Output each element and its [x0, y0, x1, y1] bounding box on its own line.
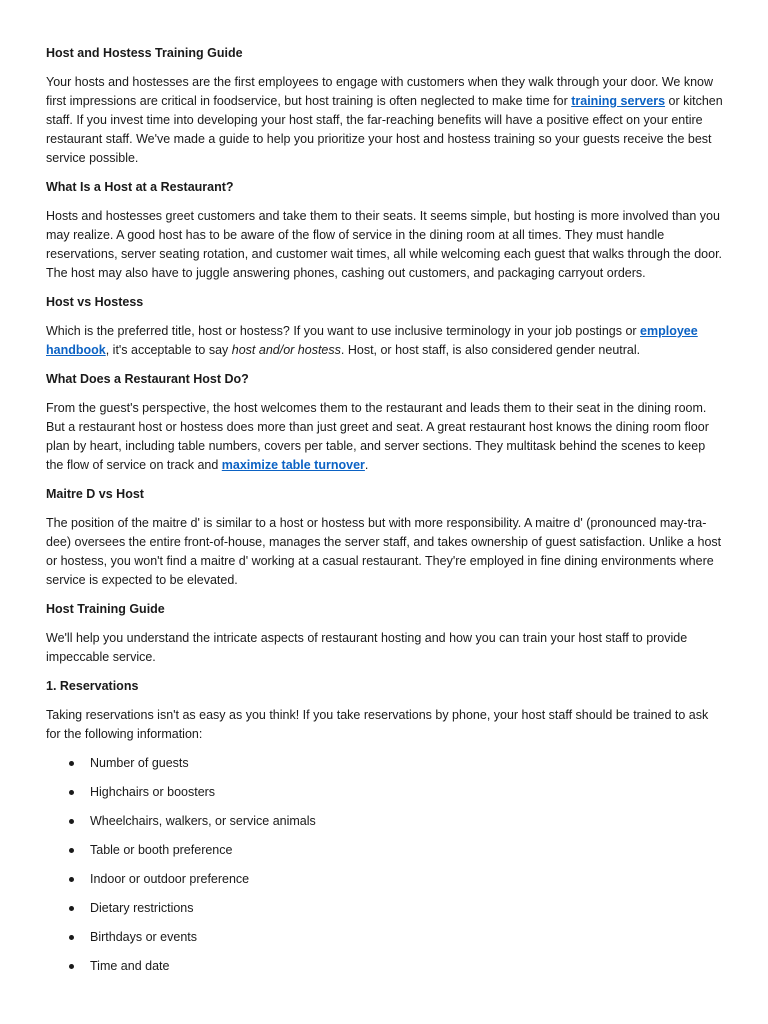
- section-body-what-is-host: Hosts and hostesses greet customers and take them to their seats. It seems simple, but hosting is more involved than you may realize. A good host has to be aware of the flow of service in the dining room at all times. They must handle reservations, server seating rotation, and customer wait times, all while welcoming each guest that walks through the door. The host may also have to juggle answering phones, cashing out customers, and packaging carryout orders.: [46, 209, 723, 280]
- list-item-label: Birthdays or events: [90, 930, 197, 944]
- section-heading-what-host-does: What Does a Restaurant Host Do?: [46, 372, 249, 386]
- list-item: [46, 957, 724, 976]
- list-item-label: Time and date: [90, 959, 170, 973]
- section-body-reservations: Taking reservations isn't as easy as you think! If you take reservations by phone, your host staff should be trained to ask for the following information:: [46, 708, 709, 741]
- host-vs-hostess-emphasis: host and/or hostess: [231, 343, 341, 357]
- employee-handbook-link[interactable]: employee handbook: [46, 324, 698, 357]
- bullet-icon: [69, 964, 74, 969]
- section-body-maitre-d: The position of the maitre d' is similar to a host or hostess but with more responsibility. A maitre d' (pronounced may-tra-dee) oversees the entire front-of-house, manages the server staff, and takes ownership of guest satisfaction. Unlike a host or hostess, you won't find a maitre d' working at a casual restaurant. They're employed in fine dining environments where service is expected to be elevated.: [46, 516, 722, 587]
- bullet-icon: [69, 935, 74, 940]
- list-item: [46, 783, 724, 802]
- intro-text-1: Your hosts and hostesses are the first employees to engage with customers when they walk through your door. We know first impressions are critical in foodservice, but host training is often neglected to make time for: [46, 75, 714, 108]
- section-body-host-vs-hostess: [46, 322, 724, 360]
- host-vs-hostess-text-1: Which is the preferred title, host or hostess? If you want to use inclusive terminology in your job postings or: [46, 324, 641, 338]
- list-item: [46, 754, 724, 773]
- bullet-icon: [69, 819, 74, 824]
- list-item-label: Table or booth preference: [90, 843, 233, 857]
- section-heading-maitre-d: Maitre D vs Host: [46, 487, 144, 501]
- section-heading-reservations: 1. Reservations: [46, 679, 139, 693]
- list-item: [46, 870, 724, 889]
- document-title: Host and Hostess Training Guide: [46, 46, 243, 60]
- what-host-does-text-2: .: [364, 458, 369, 472]
- reservation-info-list: [46, 754, 724, 976]
- list-item: [46, 841, 724, 860]
- host-vs-hostess-text-3: . Host, or host staff, is also considered gender neutral.: [340, 343, 641, 357]
- list-item-label: Number of guests: [90, 756, 189, 770]
- list-item-label: Highchairs or boosters: [90, 785, 216, 799]
- bullet-icon: [69, 877, 74, 882]
- section-heading-host-vs-hostess: Host vs Hostess: [46, 295, 144, 309]
- bullet-icon: [69, 761, 74, 766]
- intro-text-2: or kitchen staff. If you invest time into developing your host staff, the far-reaching benefits will have a positive effect on your entire restaurant staff. We've made a guide to help you prioritize your host and hostess training so your guests receive the best service possible.: [46, 94, 723, 165]
- section-body-what-host-does: [46, 399, 724, 475]
- section-heading-what-is-host: What Is a Host at a Restaurant?: [46, 180, 234, 194]
- list-item-label: Dietary restrictions: [90, 901, 194, 915]
- list-item: [46, 812, 724, 831]
- bullet-icon: [69, 906, 74, 911]
- intro-paragraph: [46, 73, 724, 168]
- list-item-label: Indoor or outdoor preference: [90, 872, 250, 886]
- bullet-icon: [69, 790, 74, 795]
- host-vs-hostess-text-2: , it's acceptable to say: [105, 343, 232, 357]
- section-heading-host-training-guide: Host Training Guide: [46, 602, 165, 616]
- list-item: [46, 928, 724, 947]
- training-servers-link[interactable]: training servers: [571, 94, 666, 108]
- list-item: [46, 899, 724, 918]
- bullet-icon: [69, 848, 74, 853]
- list-item-label: Wheelchairs, walkers, or service animals: [90, 814, 316, 828]
- section-body-host-training-guide: We'll help you understand the intricate aspects of restaurant hosting and how you can train your host staff to provide impeccable service.: [46, 631, 688, 664]
- maximize-table-turnover-link[interactable]: maximize table turnover: [221, 458, 365, 472]
- what-host-does-text-1: From the guest's perspective, the host welcomes them to the restaurant and leads them to their seat in the dining room. But a restaurant host or hostess does more than just greet and seat. A great restaurant host knows the dining room floor plan by heart, including table numbers, covers per table, and server sections. They multitask behind the scenes to keep the flow of service on track and: [46, 401, 709, 472]
